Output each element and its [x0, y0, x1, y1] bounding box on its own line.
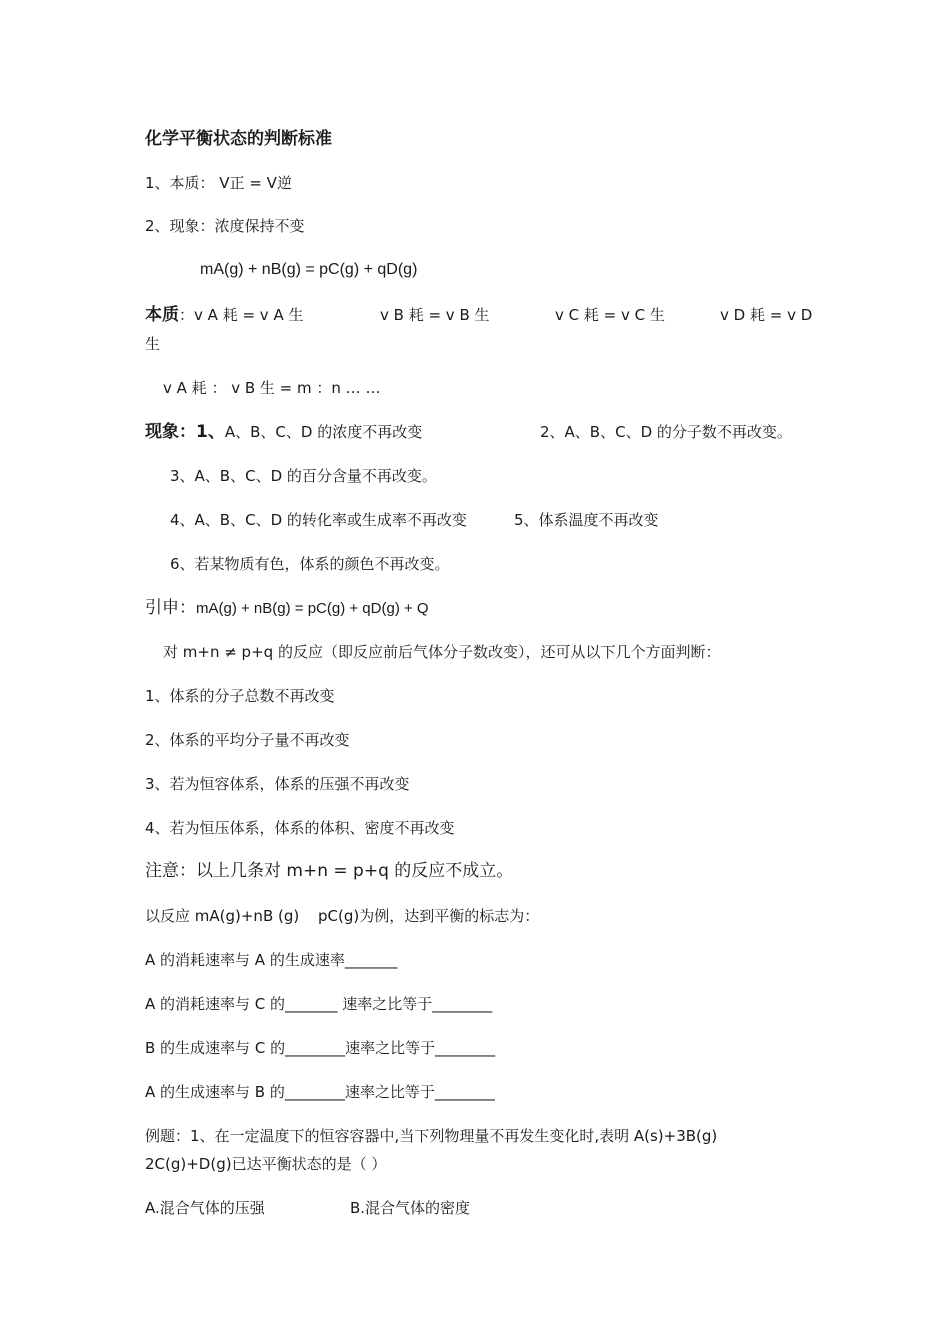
- extension-item-4: 4、若为恒压体系，体系的体积、密度不再改变: [145, 819, 455, 837]
- extension-intro: 对 m+n ≠ p+q 的反应（即反应前后气体分子数改变），还可从以下几个方面判断：: [163, 643, 721, 661]
- essence-row: [145, 305, 303, 325]
- essence-a: v A 耗 = v A 生: [194, 306, 304, 324]
- extension-item-2: 2、体系的平均分子量不再改变: [145, 731, 350, 749]
- phenomenon-1: A、B、C、D 的浓度不再改变: [224, 423, 423, 441]
- essence-d-wrap: 生: [145, 335, 161, 353]
- option-b: B.混合气体的密度: [350, 1199, 471, 1217]
- phenomenon-3: 3、A、B、C、D 的百分含量不再改变。: [170, 467, 437, 485]
- document-title: 化学平衡状态的判断标准: [145, 129, 332, 149]
- example-question-line-2: 2C(g)+D(g)已达平衡状态的是（ ）: [145, 1155, 387, 1173]
- blank-line-3: B 的生成速率与 C 的________速率之比等于________: [145, 1039, 496, 1057]
- phenomena-row-1: [145, 422, 422, 442]
- extension-row: [145, 598, 429, 619]
- extension-item-1: 1、体系的分子总数不再改变: [145, 687, 335, 705]
- phenomenon-6: 6、若某物质有色，体系的颜色不再改变。: [170, 555, 450, 573]
- essence-b: v B 耗 = v B 生: [380, 306, 490, 324]
- blank-line-2: A 的消耗速率与 C 的_______ 速率之比等于________: [145, 995, 493, 1013]
- option-a: A.混合气体的压强: [145, 1199, 265, 1217]
- extension-equation: mA(g) + nB(g) = pC(g) + qD(g) + Q: [196, 600, 429, 617]
- blank-line-4: A 的生成速率与 B 的________速率之比等于________: [145, 1083, 495, 1101]
- essence-definition: 1、本质： V正 = V逆: [145, 174, 292, 192]
- reaction-equation: mA(g) + nB(g) = pC(g) + qD(g): [200, 261, 418, 278]
- extension-item-3: 3、若为恒容体系，体系的压强不再改变: [145, 775, 410, 793]
- essence-d: v D 耗 = v D: [720, 306, 813, 324]
- phenomenon-2: 2、A、B、C、D 的分子数不再改变。: [540, 423, 792, 441]
- example-intro-left: 以反应 mA(g)+nB (g): [145, 907, 300, 925]
- phenomena-label: 现象：1、: [145, 422, 225, 442]
- phenomenon-definition: 2、现象：浓度保持不变: [145, 217, 305, 235]
- example-intro-right: pC(g)为例，达到平衡的标志为：: [318, 907, 540, 925]
- blank-line-1: A 的消耗速率与 A 的生成速率_______: [145, 951, 398, 969]
- note: 注意：以上几条对 m+n = p+q 的反应不成立。: [145, 861, 514, 881]
- essence-label: 本质: [145, 305, 179, 325]
- essence-sep: ：: [179, 306, 195, 324]
- extension-label: 引申：: [145, 598, 196, 618]
- phenomenon-4: 4、A、B、C、D 的转化率或生成率不再改变: [170, 511, 467, 529]
- rate-ratio: v A 耗 ： v B 生 = m ：n … …: [163, 379, 381, 397]
- essence-c: v C 耗 = v C 生: [555, 306, 665, 324]
- phenomenon-5: 5、体系温度不再改变: [514, 511, 659, 529]
- example-question-line-1: 例题：1、在一定温度下的恒容容器中,当下列物理量不再发生变化时,表明 A(s)+3B(g): [145, 1127, 718, 1145]
